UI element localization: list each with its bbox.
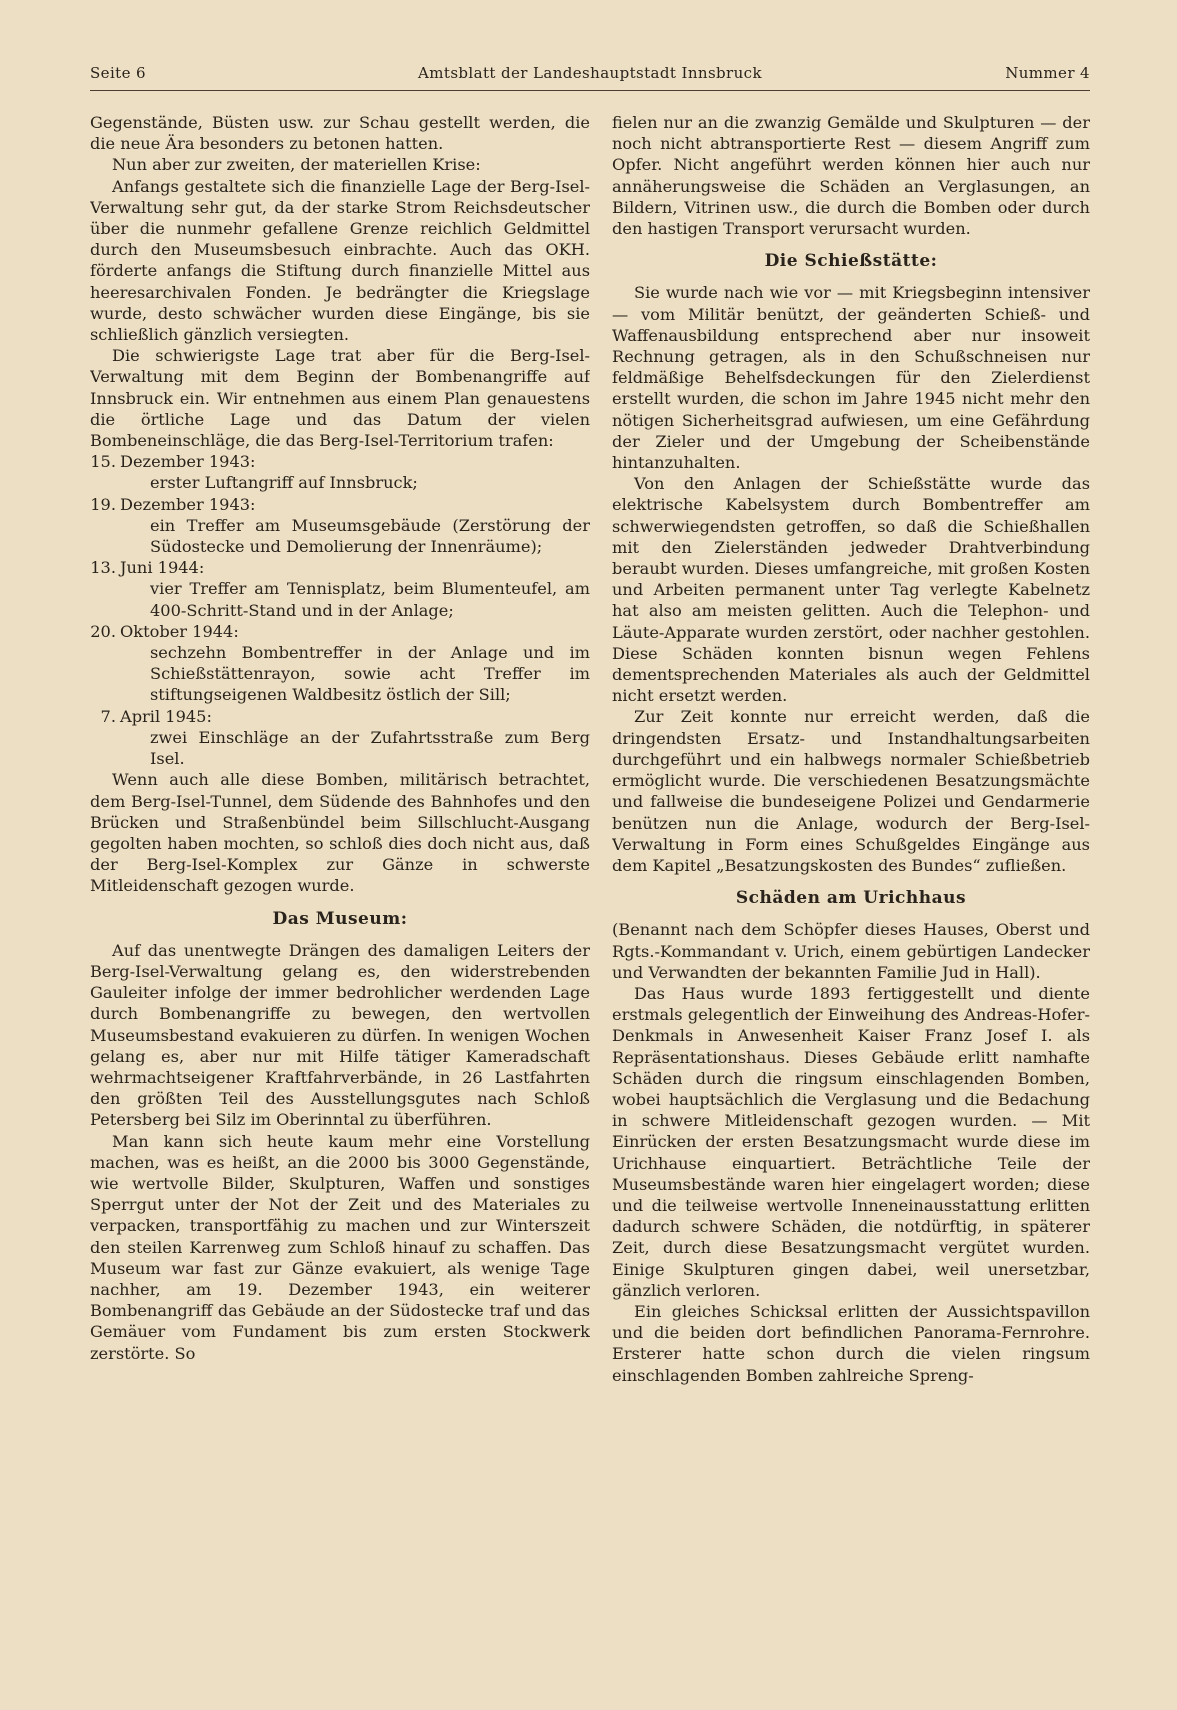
paragraph: Das Haus wurde 1893 fertiggestellt und diente erstmals gelegentlich der Einweihung des Andreas-Hofer-Denkmals in Anwesenheit Kaiser Franz Josef I. als Repräsentationshaus. Dieses Gebäude erlitt namhafte Schäden durch die ringsum einschlagenden Bomben, wobei hauptsächlich die Verglasung und die Bedachung in schwere Mitleidenschaft gezogen wurden. — Mit Einrücken der ersten Besatzungsmacht wurde diese im Urichhause einquartiert. Beträchtliche Teile der Museumsbestände waren hier eingelagert worden; diese und die teilweise wertvolle Inneneinausstattung erlitten dadurch schwere Schäden, die notdürftig, in späterer Zeit, durch diese Besatzungsmacht vergütet wurden. Einige Skulpturen gingen dabei, weil unersetzbar, gänzlich verloren.	[612, 983, 1090, 1300]
paragraph: Sie wurde nach wie vor — mit Kriegsbeginn intensiver — vom Militär benützt, der geänderten Schieß- und Waffenausbildung entsprechend aber nur insoweit Rechnung getragen, als in den Schußschneisen nur feldmäßige Behelfsdeckungen für den Zielerdienst erstellt wurden, die schon im Jahre 1945 nicht mehr den nötigen Sicherheitsgrad aufwiesen, um eine Gefährdung der Zieler und der Umgebung der Scheibenstände hintanzuhalten.	[612, 283, 1090, 473]
page-header	[90, 64, 1090, 92]
date-label: Oktober 1944:	[120, 621, 239, 641]
right-column	[612, 112, 1090, 1672]
page-number: Seite 6	[90, 64, 146, 82]
bomb-date-list	[90, 451, 590, 769]
paragraph: Auf das unentwegte Drängen des damaligen Leiters der Berg-Isel-Verwaltung gelang es, den widerstrebenden Gauleiter infolge der immer bedrohlicher werdenden Lage durch Bombenangriffe zu bewegen, den wertvollen Museumsbestand evakuieren zu dürfen. In wenigen Wochen gelang es, aber nur mit Hilfe tätiger Kameradschaft wehrmachtseigener Kraftfahrverbände, in 26 Lastfahrten den größten Teil des Ausstellungsgutes nach Schloß Petersberg bei Silz im Oberinntal zu überführen.	[90, 940, 590, 1130]
paragraph: Gegenstände, Büsten usw. zur Schau gestellt werden, die die neue Ära besonders zu betonen hatten.	[90, 113, 590, 154]
paragraph: (Benannt nach dem Schöpfer dieses Hauses, Oberst und Rgts.-Kommandant v. Urich, einem gebürtigen Landecker und Verwandten der bekannten Familie Jud in Hall).	[612, 920, 1090, 982]
left-column	[90, 112, 590, 1672]
header-rule	[90, 90, 1090, 91]
section-heading-schiessstaette: Die Schießstätte:	[764, 251, 938, 272]
list-item	[90, 621, 590, 706]
paragraph: Anfangs gestaltete sich die finanzielle Lage der Berg-Isel-Verwaltung sehr gut, da der starke Strom Reichsdeutscher über die nunmehr gefallene Grenze reichlich Geldmittel durch den Museumsbesuch einbrachte. Auch das OKH. förderte anfangs die Stiftung durch finanzielle Mittel aus heeresarchivalen Fonden. Je bedrängter die Kriegslage wurde, desto schwächer wurden diese Eingänge, bis sie schließlich gänzlich versiegten.	[90, 176, 590, 345]
list-item	[90, 557, 590, 621]
section-heading-urichhaus: Schäden am Urichhaus	[735, 888, 967, 909]
date-description: ein Treffer am Museumsgebäude (Zerstörung der Südostecke und Demolierung der Innenräume);	[150, 515, 590, 557]
date-day: 13.	[90, 558, 116, 578]
date-description: sechzehn Bombentreffer in der Anlage und im Schießstättenrayon, sowie acht Treffer im stiftungseigenen Waldbesitz östlich der Sill;	[150, 643, 590, 705]
date-day: 20.	[90, 621, 116, 641]
publication-title: Amtsblatt der Landeshauptstadt Innsbruck	[418, 64, 762, 82]
list-item	[90, 706, 590, 770]
date-description: zwei Einschläge an der Zufahrtsstraße zum Berg Isel.	[150, 727, 590, 769]
paragraph: Wenn auch alle diese Bomben, militärisch betrachtet, dem Berg-Isel-Tunnel, dem Südende des Bahnhofes und den Brücken und Straßenbündel beim Sillschlucht-Ausgang gegolten haben mochten, so schloß dies doch nicht aus, daß der Berg-Isel-Komplex zur Gänze in schwerste Mitleidenschaft gezogen wurde.	[90, 770, 590, 896]
date-description: erster Luftangriff auf Innsbruck;	[150, 473, 418, 493]
paragraph: fielen nur an die zwanzig Gemälde und Skulpturen — der noch nicht abtransportierte Rest — diesem Angriff zum Opfer. Nicht angeführt werden können hier auch nur annäherungsweise die Schäden an Verglasungen, an Bildern, Vitrinen usw., die durch die Bomben oder durch den hastigen Transport verursacht wurden.	[612, 113, 1090, 239]
date-day: 7.	[100, 706, 116, 726]
paragraph: Zur Zeit konnte nur erreicht werden, daß die dringendsten Ersatz- und Instandhaltungsarbeiten durchgeführt und ein halbwegs normaler Schießbetrieb ermöglicht wurde. Die verschiedenen Besatzungsmächte und fallweise die bundeseigene Polizei und Gendarmerie benützen nun die Anlage, wodurch der Berg-Isel-Verwaltung in Form eines Schußgeldes Eingänge aus dem Kapitel „Besatzungskosten des Bundes“ zufließen.	[612, 707, 1090, 875]
list-item	[90, 451, 590, 493]
date-label: Dezember 1943:	[120, 452, 256, 472]
paragraph: Von den Anlagen der Schießstätte wurde das elektrische Kabelsystem durch Bombentreffer am schwerwiegendsten getroffen, so daß die Schießhallen mit den Zielerständen jedweder Drahtverbindung beraubt wurden. Dieses umfangreiche, mit großen Kosten und Arbeiten permanent unter Tag verlegte Kabelnetz hat also am meisten gelitten. Auch die Telephon- und Läute-Apparate wurden zerstört, oder nachher gestohlen. Diese Schäden konnten bisnun wegen Fehlens dementsprechenden Materiales als auch der Geldmittel nicht ersetzt werden.	[612, 474, 1090, 706]
date-label: Juni 1944:	[120, 558, 205, 578]
paragraph: Ein gleiches Schicksal erlitten der Aussichtspavillon und die beiden dort befindlichen Panorama-Fernrohre. Ersterer hatte schon durch die vielen ringsum einschlagenden Bomben zahlreiche Spreng-	[612, 1301, 1090, 1385]
date-day: 15.	[90, 452, 116, 472]
list-item	[90, 494, 590, 558]
date-description: vier Treffer am Tennisplatz, beim Blumenteufel, am 400-Schritt-Stand und in der Anlage;	[150, 579, 590, 620]
paragraph: Man kann sich heute kaum mehr eine Vorstellung machen, was es heißt, an die 2000 bis 3000 Gegenstände, wie wertvolle Bilder, Skulpturen, Waffen und sonstiges Sperrgut unter der Not der Zeit und des Materiales zu verpacken, transportfähig zu machen und zur Winterszeit den steilen Karrenweg zum Schloß hinauf zu schaffen. Das Museum war fast zur Gänze evakuiert, als wenige Tage nachher, am 19. Dezember 1943, ein weiterer Bombenangriff das Gebäude an der Südostecke traf und das Gemäuer vom Fundament bis zum ersten Stockwerk zerstörte. So	[90, 1131, 590, 1363]
issue-number: Nummer 4	[1005, 64, 1090, 82]
section-heading-museum: Das Museum:	[272, 908, 408, 929]
date-day: 19.	[90, 494, 116, 514]
paragraph: Nun aber zur zweiten, der materiellen Krise:	[112, 155, 481, 175]
paragraph: Die schwierigste Lage trat aber für die Berg-Isel-Verwaltung mit dem Beginn der Bombenangriffe auf Innsbruck ein. Wir entnehmen aus einem Plan genauestens die örtliche Lage und das Datum der vielen Bombeneinschläge, die das Berg-Isel-Territorium trafen:	[90, 346, 590, 451]
date-label: Dezember 1943:	[120, 494, 256, 514]
date-label: April 1945:	[120, 706, 212, 726]
